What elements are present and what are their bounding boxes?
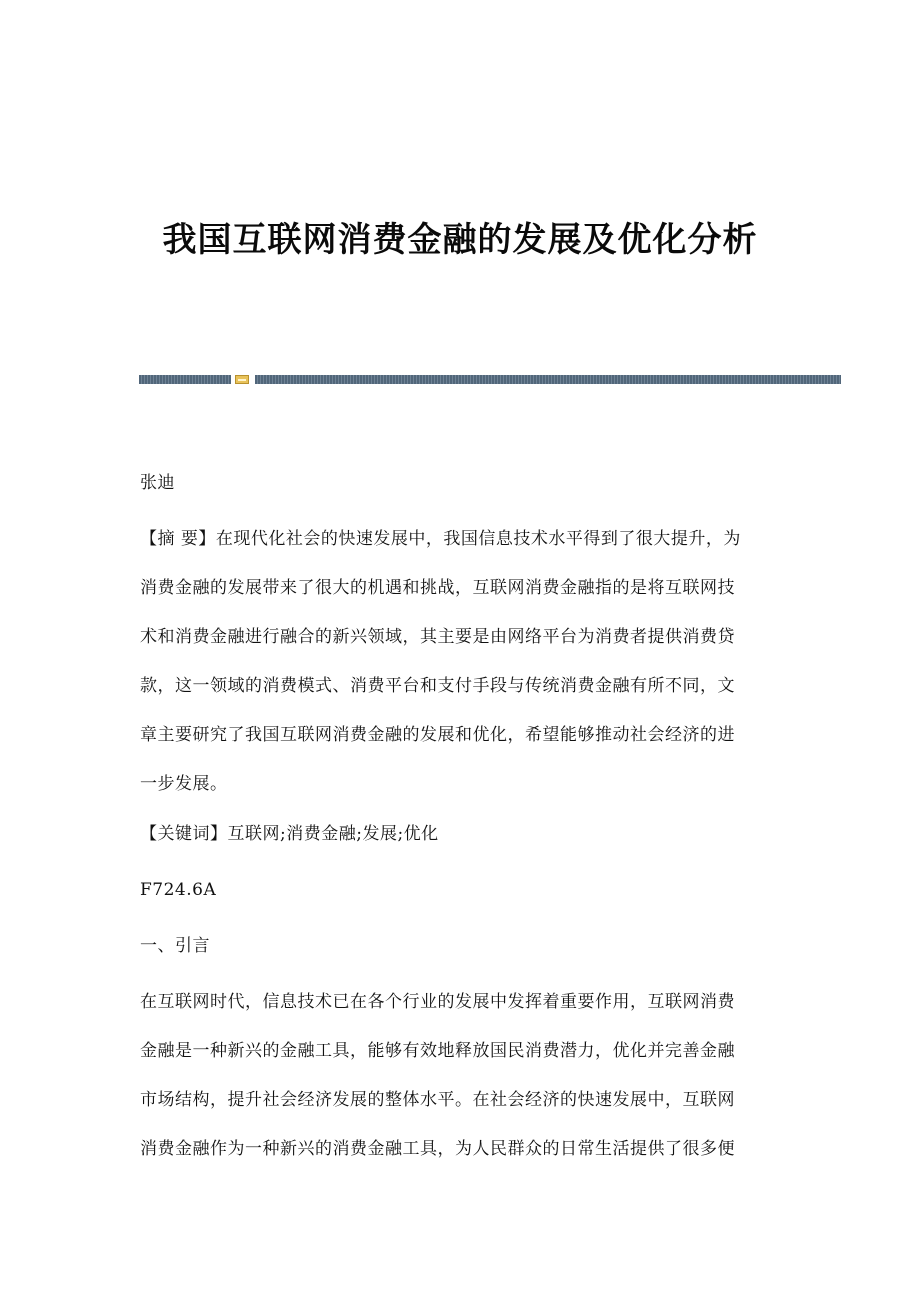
divider-bar-right [255, 375, 841, 384]
abstract-line: 章主要研究了我国互联网消费金融的发展和优化，希望能够推动社会经济的进 [140, 725, 735, 745]
classification-code: F724.6A [140, 880, 217, 900]
keywords-line: 【关键词】互联网;消费金融;发展;优化 [140, 824, 439, 844]
abstract-line: 术和消费金融进行融合的新兴领域，其主要是由网络平台为消费者提供消费贷 [140, 627, 735, 647]
divider-bar-left [139, 375, 231, 384]
document-title: 我国互联网消费金融的发展及优化分析 [162, 220, 758, 260]
title-divider [139, 375, 841, 384]
author-name: 张迪 [140, 473, 175, 493]
section-heading: 一、引言 [140, 936, 210, 956]
intro-line: 消费金融作为一种新兴的消费金融工具，为人民群众的日常生活提供了很多便 [140, 1139, 735, 1159]
intro-line: 金融是一种新兴的金融工具，能够有效地释放国民消费潜力，优化并完善金融 [140, 1041, 735, 1061]
abstract-line: 款，这一领域的消费模式、消费平台和支付手段与传统消费金融有所不同，文 [140, 676, 735, 696]
intro-paragraph [140, 978, 780, 1174]
abstract-paragraph [140, 515, 780, 809]
intro-line: 市场结构，提升社会经济发展的整体水平。在社会经济的快速发展中，互联网 [140, 1090, 735, 1110]
abstract-line: 消费金融的发展带来了很大的机遇和挑战，互联网消费金融指的是将互联网技 [140, 578, 735, 598]
abstract-line: 一步发展。 [140, 774, 228, 794]
intro-line: 在互联网时代，信息技术已在各个行业的发展中发挥着重要作用，互联网消费 [140, 992, 735, 1012]
abstract-line: 【摘 要】在现代化社会的快速发展中，我国信息技术水平得到了很大提升，为 [140, 529, 741, 549]
divider-ornament-icon [235, 375, 249, 384]
